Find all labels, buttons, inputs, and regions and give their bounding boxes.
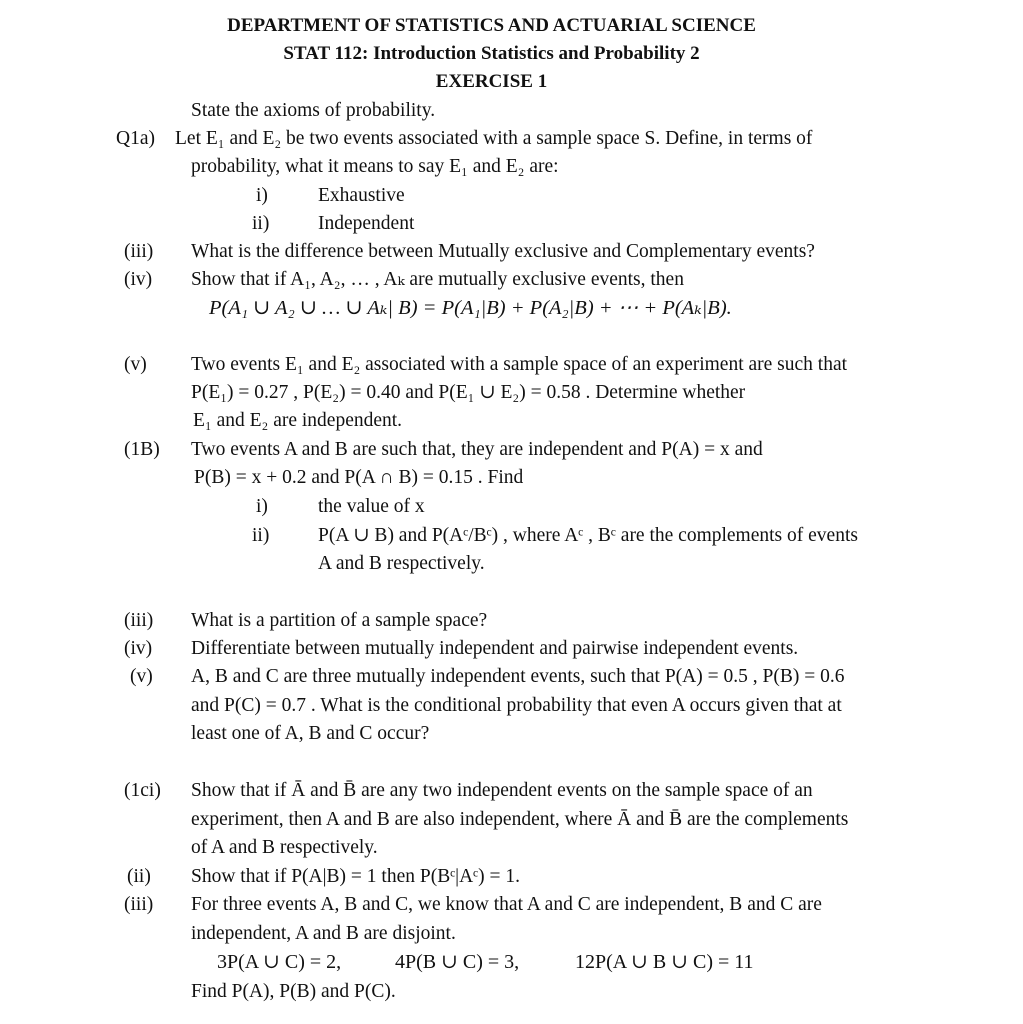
q1ci-line2: experiment, then A and B are also independent, where Ā and B̄ are the complements (191, 809, 849, 830)
q1b-iv-text: Differentiate between mutually independent and pairwise independent events. (191, 638, 799, 659)
q1c-ii-label: (ii) (127, 866, 151, 887)
q1ci-line3: of A and B respectively. (191, 837, 378, 858)
exercise-title: EXERCISE 1 (435, 71, 548, 92)
q1a-label: Q1a) (116, 128, 155, 149)
q1b-v-line1: A, B and C are three mutually independent events, such that P(A) = 0.5 , P(B) = 0.6 (191, 666, 845, 687)
q1b-sub-i-label: i) (256, 496, 268, 517)
q1b-sub-ii-text: P(A ∪ B) and P(Aᶜ/Bᶜ) , where Aᶜ , Bᶜ are the complements of events (318, 525, 858, 546)
q1c-iii-eq1: 3P(A ∪ C) = 2, (217, 951, 342, 973)
q1a-line1: Let E₁ and E₂ be two events associated with a sample space S. Define, in terms of (175, 128, 813, 149)
q1a-iv-label: (iv) (124, 269, 153, 290)
q1b-iv-label: (iv) (124, 638, 153, 659)
q1a-iii-label: (iii) (124, 241, 154, 262)
q1a-iv-text: Show that if A₁, A₂, … , Aₖ are mutually exclusive events, then (191, 269, 684, 290)
q1a-sub-i-label: i) (256, 185, 268, 206)
q1c-iii-eq2: 4P(B ∪ C) = 3, (395, 951, 520, 973)
q1a-sub-i-text: Exhaustive (318, 185, 405, 206)
q1a-v-line3: E₁ and E₂ are independent. (193, 410, 403, 431)
q1a-v-line2: P(E₁) = 0.27 , P(E₂) = 0.40 and P(E₁ ∪ E₂) = 0.58 . Determine whether (191, 382, 746, 403)
q1b-iii-text: What is a partition of a sample space? (191, 610, 488, 631)
q1ci-label: (1ci) (124, 780, 161, 801)
department-title: DEPARTMENT OF STATISTICS AND ACTUARIAL SCIENCE (227, 15, 756, 36)
q1c-ii-text: Show that if P(A|B) = 1 then P(Bᶜ|Aᶜ) = 1. (191, 866, 521, 887)
q1b-line2: P(B) = x + 0.2 and P(A ∩ B) = 0.15 . Find (194, 467, 524, 488)
question-axioms: State the axioms of probability. (191, 100, 436, 121)
q1b-sub-ii-label: ii) (252, 525, 270, 546)
q1c-iii-line1: For three events A, B and C, we know that A and C are independent, B and C are (191, 894, 822, 915)
q1b-label: (1B) (124, 439, 160, 460)
q1c-iii-line2: independent, A and B are disjoint. (191, 923, 456, 944)
q1ci-line1: Show that if Ā and B̄ are any two independent events on the sample space of an (191, 780, 813, 801)
q1a-iv-formula: P(A₁ ∪ A₂ ∪ … ∪ Aₖ| B) = P(A₁|B) + P(A₂|B) + ⋯ + P(Aₖ|B). (209, 297, 732, 319)
q1a-sub-ii-text: Independent (318, 213, 415, 234)
q1c-iii-eq3: 12P(A ∪ B ∪ C) = 11 (575, 951, 754, 973)
q1b-sub-ii-text2: A and B respectively. (318, 553, 485, 574)
q1a-iii-text: What is the difference between Mutually exclusive and Complementary events? (191, 241, 815, 262)
q1c-iii-label: (iii) (124, 894, 154, 915)
q1b-v-line3: least one of A, B and C occur? (191, 723, 430, 744)
q1a-v-label: (v) (124, 354, 147, 375)
q1c-iii-line3: Find P(A), P(B) and P(C). (191, 981, 396, 1002)
course-title: STAT 112: Introduction Statistics and Probability 2 (283, 43, 700, 64)
q1b-sub-i-text: the value of x (318, 496, 425, 517)
q1b-iii-label: (iii) (124, 610, 154, 631)
q1b-v-line2: and P(C) = 0.7 . What is the conditional probability that even A occurs given that at (191, 695, 842, 716)
q1a-sub-ii-label: ii) (252, 213, 270, 234)
q1a-line2: probability, what it means to say E₁ and E₂ are: (191, 156, 559, 177)
q1a-v-line1: Two events E₁ and E₂ associated with a sample space of an experiment are such that (191, 354, 848, 375)
q1b-v-label: (v) (130, 666, 153, 687)
q1b-line1: Two events A and B are such that, they are independent and P(A) = x and (191, 439, 763, 460)
